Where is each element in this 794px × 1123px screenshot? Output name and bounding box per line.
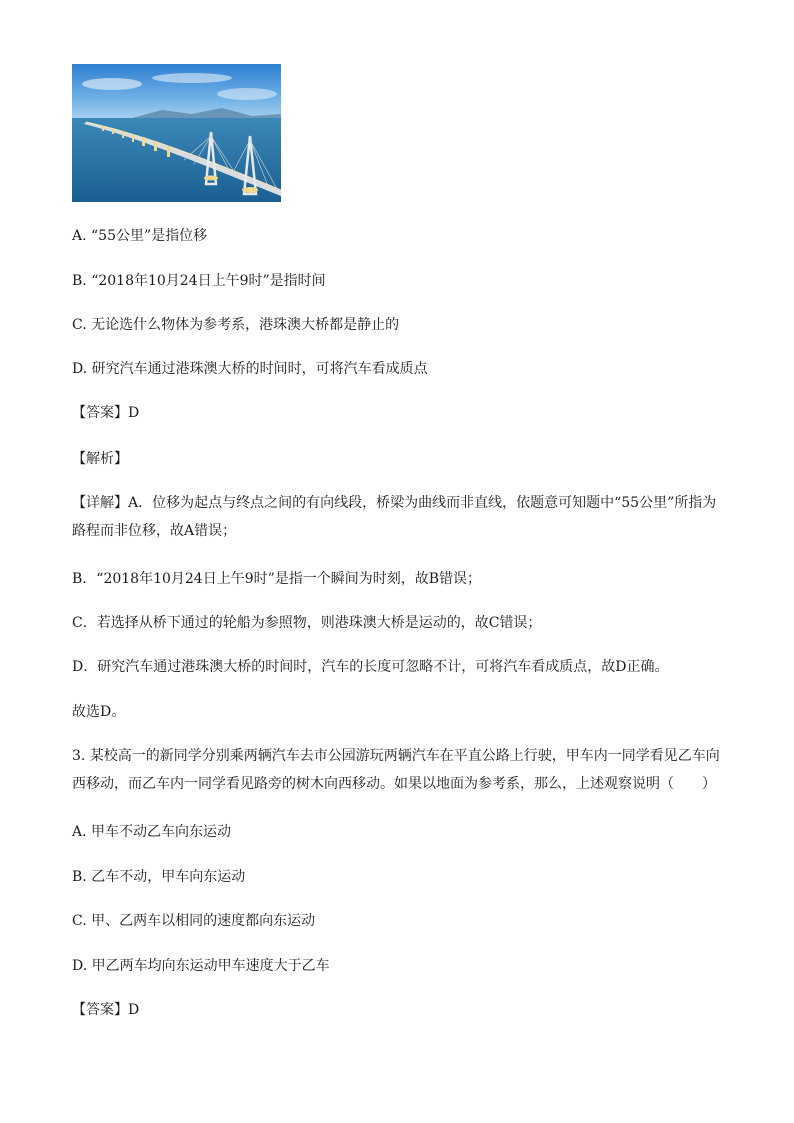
q3-answer-label: 【答案】D: [72, 1002, 140, 1018]
q3-option-b: B. 乙车不动，甲车向东运动: [72, 869, 246, 885]
analysis-heading: 【解析】: [72, 451, 128, 467]
option-c: C. 无论选什么物体为参考系，港珠澳大桥都是静止的: [72, 317, 400, 333]
option-b: B. “2018年10月24日上午9时”是指时间: [72, 273, 326, 289]
question-3-stem: 3. 某校高一的新同学分别乘两辆汽车去市公园游玩两辆汽车在平直公路上行驶，甲车内一同学看见乙车向西移动，而乙车内一同学看见路旁的树木向西移动。如果以地面为参考系，那么，上述观察说明（ ）: [72, 748, 720, 792]
option-d: D. 研究汽车通过港珠澳大桥的时间时，可将汽车看成质点: [72, 361, 428, 377]
detail-b: B．“2018年10月24日上午9时”是指一个瞬间为时刻，故B错误；: [72, 571, 482, 587]
answer-label: 【答案】D: [72, 405, 140, 421]
conclusion: 故选D。: [72, 704, 126, 720]
detail-a: 【详解】A．位移为起点与终点之间的有向线段，桥梁为曲线而非直线，依题意可知题中“55公里”所指为路程而非位移，故A错误；: [72, 495, 717, 539]
q3-option-a: A. 甲车不动乙车向东运动: [72, 824, 232, 840]
bridge-photo: [72, 64, 281, 202]
detail-d: D．研究汽车通过港珠澳大桥的时间时，汽车的长度可忽略不计，可将汽车看成质点，故D正确。: [72, 659, 669, 675]
q3-option-c: C. 甲、乙两车以相同的速度都向东运动: [72, 913, 316, 929]
q3-option-d: D. 甲乙两车均向东运动甲车速度大于乙车: [72, 958, 330, 974]
option-a: A. “55公里”是指位移: [72, 228, 208, 244]
detail-c: C．若选择从桥下通过的轮船为参照物，则港珠澳大桥是运动的，故C错误；: [72, 615, 542, 631]
